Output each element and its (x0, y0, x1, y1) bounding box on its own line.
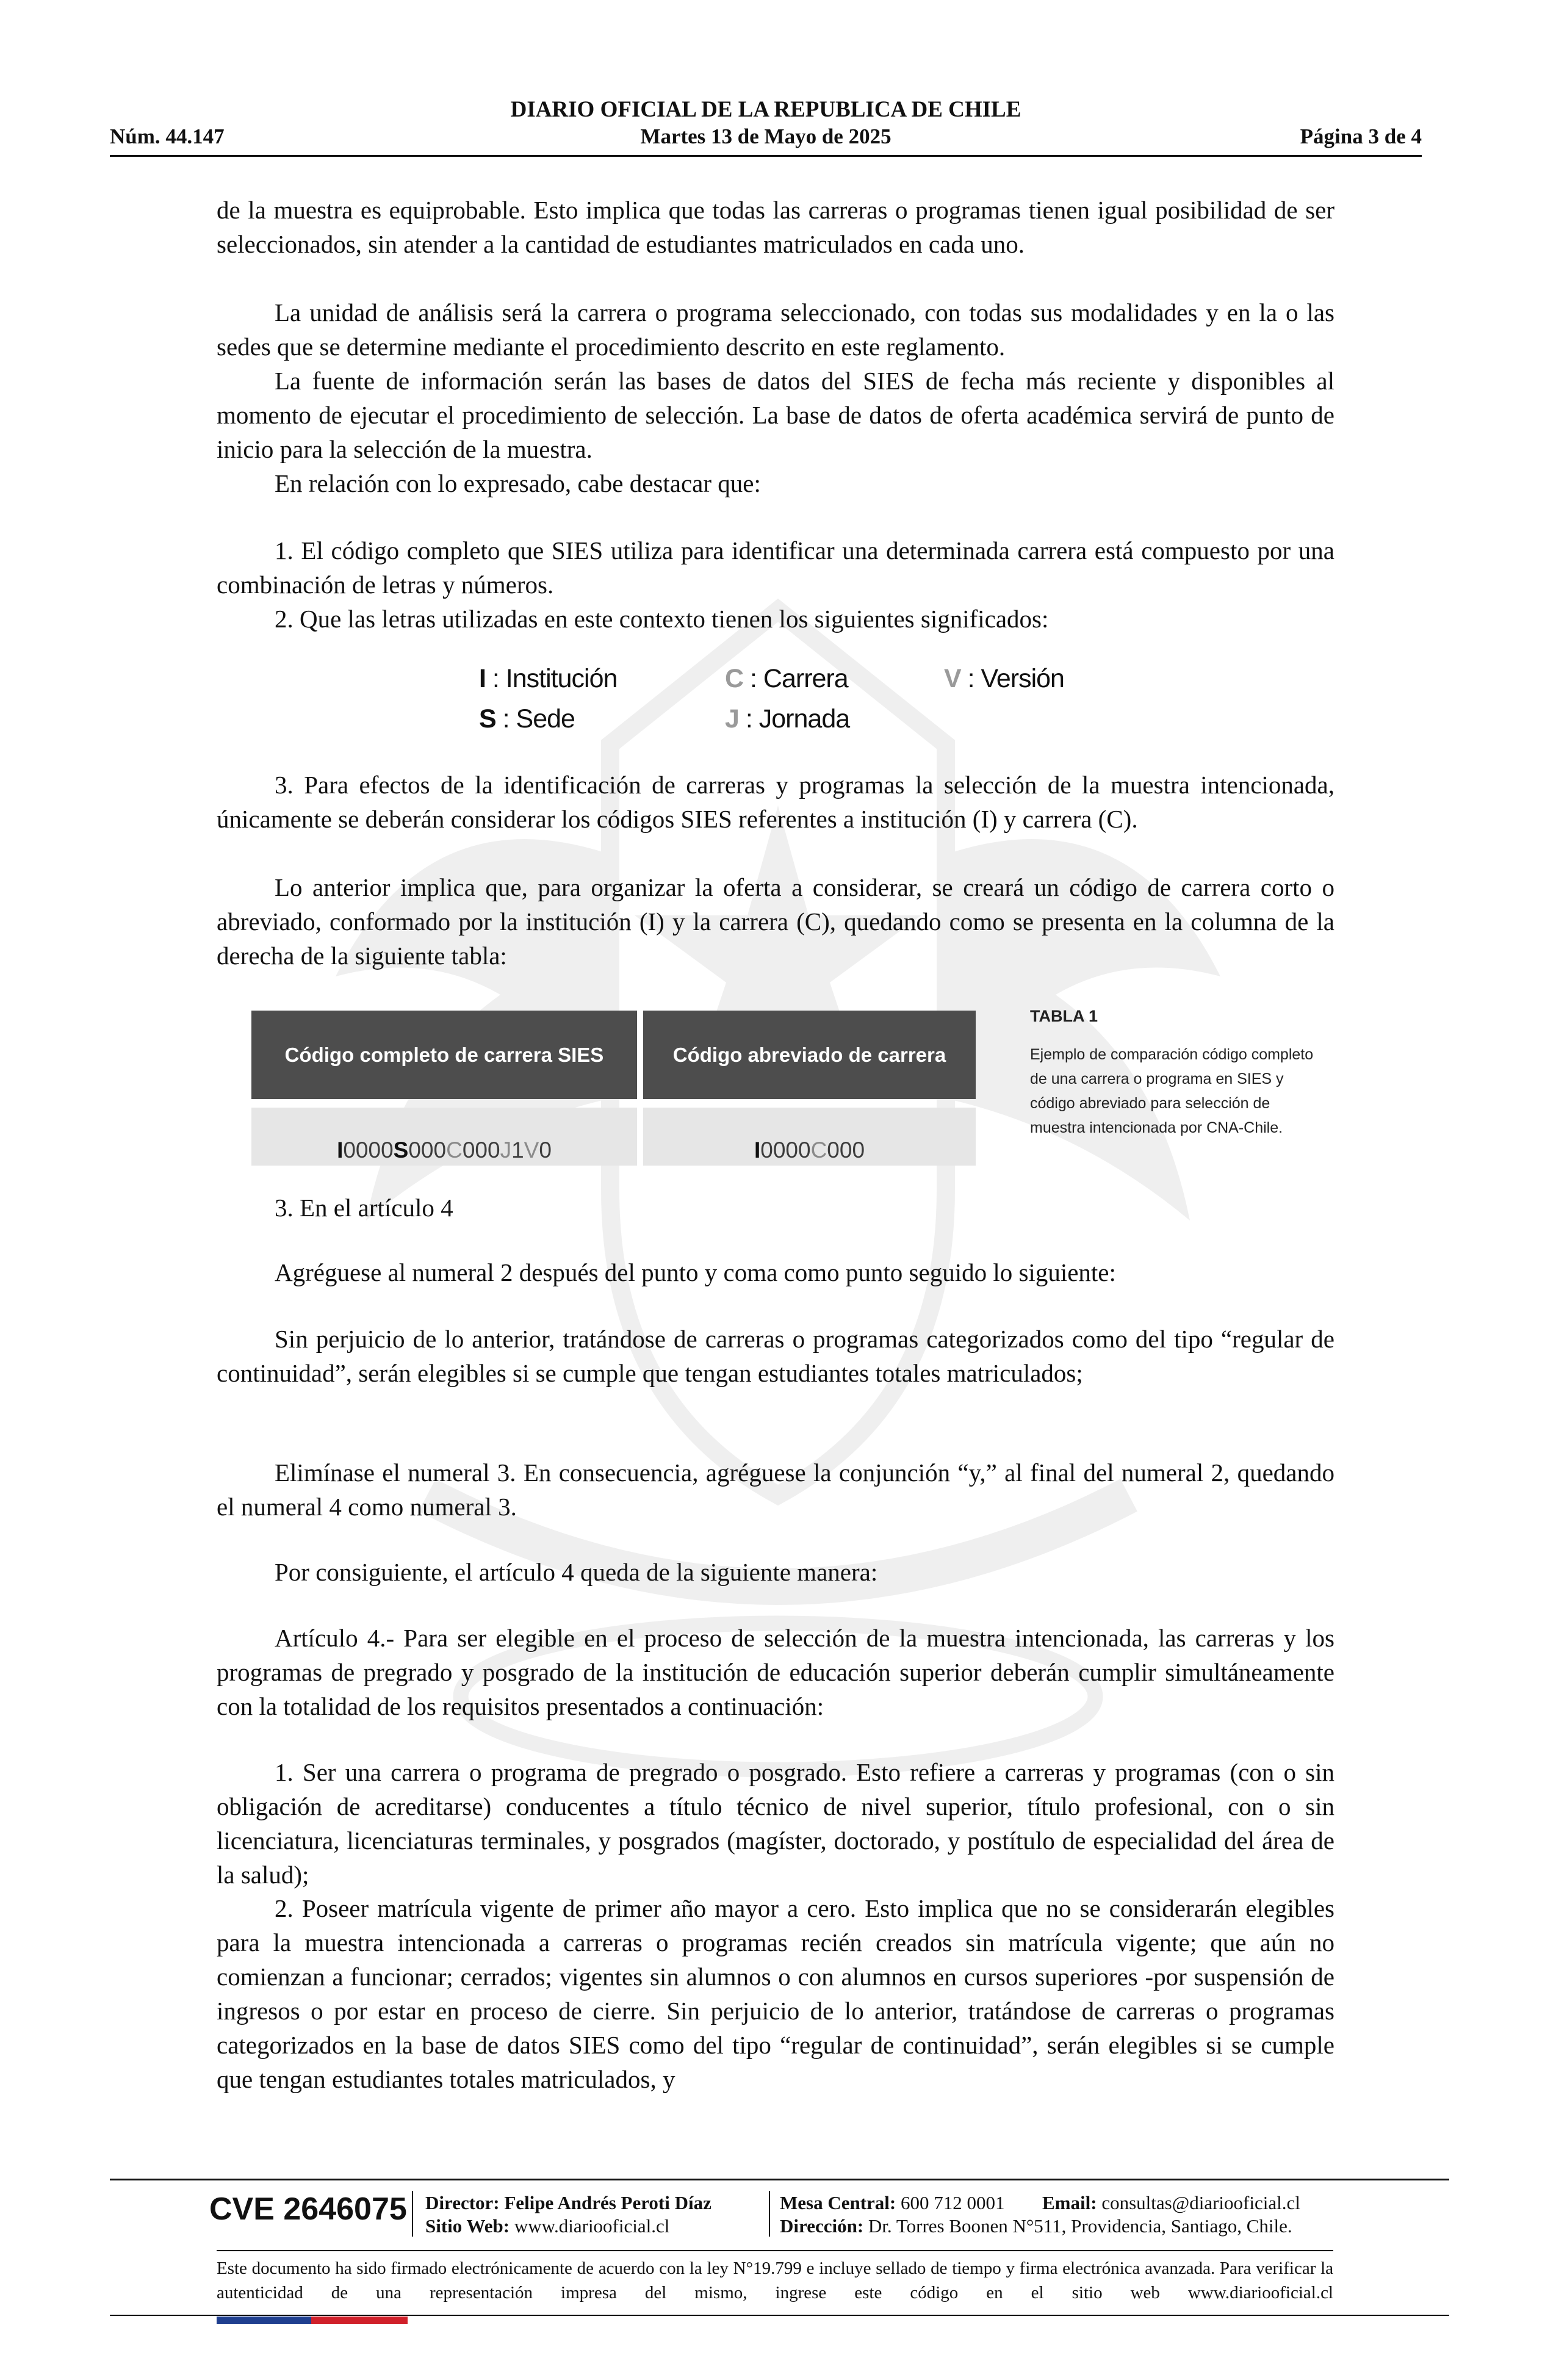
newspaper-title: DIARIO OFICIAL DE LA REPUBLICA DE CHILE (510, 97, 1021, 122)
footer-separator (412, 2191, 413, 2237)
code-part: S (393, 1138, 409, 1163)
email-label: Email: (1042, 2192, 1097, 2213)
table-caption-title: TABLA 1 (1030, 1007, 1098, 1025)
table-cell-short-code (643, 1108, 976, 1166)
code-part: C (446, 1138, 463, 1163)
flag-stripe-red (311, 2317, 408, 2324)
legend-separator: : (738, 704, 759, 734)
footer-separator (769, 2191, 770, 2237)
code-part: 000 (827, 1138, 865, 1163)
website-label: Sitio Web: (425, 2215, 510, 2237)
legend-separator: : (960, 664, 981, 693)
legend-letter: C (725, 664, 744, 693)
code-part: I (337, 1138, 344, 1163)
paragraph-12: Elimínase el numeral 3. En consecuencia, agréguese la conjunción “y,” al final del numeral 2, quedando el numeral 4 como numeral 3. (217, 1459, 1334, 1521)
address-value: Dr. Torres Boonen N°511, Providencia, Santiago, Chile. (868, 2215, 1292, 2237)
legend-letter: V (944, 664, 961, 693)
legend-separator: : (495, 704, 516, 734)
paragraph-13: Por consiguiente, el artículo 4 queda de la siguiente manera: (275, 1558, 878, 1586)
legend-letter: S (479, 704, 496, 734)
code-part: 1 (511, 1138, 524, 1163)
page-header (110, 96, 1422, 157)
director-name: Felipe Andrés Peroti Díaz (504, 2192, 711, 2213)
paragraph-5: 1. El código completo que SIES utiliza para identificar una determinada carrera está compuesto por una combinación de letras y números. (217, 536, 1334, 599)
legend-item-carrera (725, 664, 848, 694)
paragraph-10: Agréguese al numeral 2 después del punto y coma como punto seguido lo siguiente: (275, 1258, 1116, 1286)
paragraph-15: 1. Ser una carrera o programa de pregrado o posgrado. Esto refiere a carreras y programas (con o sin obligación de acreditarse) conducentes a título técnico de nivel superior, título profesional, con o sin licenciatura, licenciaturas terminales, y posgrados (magíster, doctorado, y postítulo de especialidad del área de la salud); (217, 1758, 1334, 1889)
legend-meaning: Jornada (758, 704, 850, 734)
header-rule (110, 155, 1422, 157)
table-header-short-code: Código abreviado de carrera (643, 1011, 976, 1099)
paragraph-7: 3. Para efectos de la identificación de carreras y programas la selección de la muestra intencionada, únicamente se deberán considerar los códigos SIES referentes a institución (I) y carrera (C). (217, 771, 1334, 833)
cve-code: CVE 2646075 (209, 2191, 407, 2227)
paragraph-16: 2. Poseer matrícula vigente de primer año mayor a cero. Esto implica que no se considerarán elegibles para la muestra intencionada a carreras o programas recién creados sin matrícula vigente; que aún no comienzan a funcionar; cerrados; vigentes sin alumnos o con alumnos en cursos superiores -por suspensión de ingresos o por estar en proceso de cierre. Sin perjuicio de lo anterior, tratándose de carreras o programas categorizados en la base de datos SIES como del tipo “regular de continuidad”, serán elegibles si se cumple que tengan estudiantes totales matriculados, y (217, 1894, 1334, 2093)
code-part: C (810, 1138, 827, 1163)
paragraph-14: Artículo 4.- Para ser elegible en el proceso de selección de la muestra intencionada, las carreras y los programas de pregrado y posgrado de la institución de educación superior deberán cumplir simultáneamente con la totalidad de los requisitos presentados a continuación: (217, 1624, 1334, 1720)
paragraph-2: La unidad de análisis será la carrera o programa seleccionado, con todas sus modalidades y en la o las sedes que se determine mediante el procedimiento descrito en este reglamento. (217, 298, 1334, 361)
code-part: 0 (539, 1138, 552, 1163)
paragraph-3: La fuente de información serán las bases de datos del SIES de fecha más reciente y disponibles al momento de ejecutar el procedimiento de selección. La base de datos de oferta académica servirá de punto de inicio para la selección de la muestra. (217, 367, 1334, 463)
footer-legal-notice: Este documento ha sido firmado electrónicamente de acuerdo con la ley N°19.799 e incluye sellado de tiempo y firma electrónica avanzada. Para verificar la autenticidad de una representación impresa del mismo, ingrese este código en el sitio web www.diariooficial.cl (217, 2259, 1333, 2302)
paragraph-11: Sin perjuicio de lo anterior, tratándose de carreras o programas categorizados como del tipo “regular de continuidad”, serán elegibles si se cumple que tengan estudiantes totales matriculados; (217, 1325, 1334, 1387)
footer-phone (780, 2192, 1005, 2214)
flag-stripe-blue (217, 2317, 311, 2324)
issue-date: Martes 13 de Mayo de 2025 (640, 124, 891, 148)
code-part: 0000 (343, 1138, 394, 1163)
phone-label: Mesa Central: (780, 2192, 896, 2213)
paragraph-4: En relación con lo expresado, cabe destacar que: (275, 469, 761, 497)
legend-meaning: Carrera (763, 664, 848, 693)
legend-letter: J (725, 704, 739, 734)
footer-top-rule (110, 2179, 1449, 2180)
code-part: 0000 (760, 1138, 811, 1163)
legend-meaning: Institución (505, 664, 618, 693)
legend-separator: : (485, 664, 506, 693)
footer-middle-rule (217, 2250, 1333, 2251)
footer-address (780, 2215, 1292, 2237)
email-link[interactable]: consultas@diariooficial.cl (1101, 2192, 1300, 2213)
page-number: Página 3 de 4 (1300, 124, 1422, 148)
legend-separator: : (743, 664, 763, 693)
legend-item-sede (479, 704, 575, 734)
phone-value: 600 712 0001 (901, 2192, 1005, 2213)
footer-website (425, 2215, 669, 2237)
address-label: Dirección: (780, 2215, 864, 2237)
code-part: V (524, 1138, 539, 1163)
code-part: 000 (408, 1138, 447, 1163)
footer-bottom-rule (110, 2315, 1449, 2316)
legend-item-version (944, 664, 1064, 694)
website-link[interactable]: www.diariooficial.cl (514, 2215, 670, 2237)
paragraph-6: 2. Que las letras utilizadas en este contexto tienen los siguientes significados: (275, 605, 1049, 633)
legend-item-jornada (725, 704, 849, 734)
code-part: J (500, 1138, 512, 1163)
legend-meaning: Sede (516, 704, 575, 734)
table-header-full-code: Código completo de carrera SIES (251, 1011, 637, 1099)
code-part: I (754, 1138, 761, 1163)
legend-meaning: Versión (981, 664, 1064, 693)
footer-email (1042, 2192, 1300, 2214)
code-part: 000 (462, 1138, 500, 1163)
legend-item-institucion (479, 664, 617, 694)
paragraph-9: 3. En el artículo 4 (275, 1194, 453, 1222)
paragraph-8: Lo anterior implica que, para organizar la oferta a considerar, se creará un código de carrera corto o abreviado, conformado por la institución (I) y la carrera (C), quedando como se presenta en la columna de la derecha de la siguiente tabla: (217, 873, 1334, 970)
legend-letter: I (479, 664, 486, 693)
paragraph-1: de la muestra es equiprobable. Esto implica que todas las carreras o programas tienen igual posibilidad de ser seleccionados, sin atender a la cantidad de estudiantes matriculados en cada uno. (217, 196, 1334, 258)
issue-number: Núm. 44.147 (110, 124, 225, 148)
footer-director (425, 2192, 711, 2214)
director-label: Director: (425, 2192, 500, 2213)
table-cell-full-code (251, 1108, 637, 1166)
table-caption-text: Ejemplo de comparación código completo de una carrera o programa en SIES y código abreviado para selección de muestra intencionada por CNA-Chile. (1030, 1046, 1314, 1136)
